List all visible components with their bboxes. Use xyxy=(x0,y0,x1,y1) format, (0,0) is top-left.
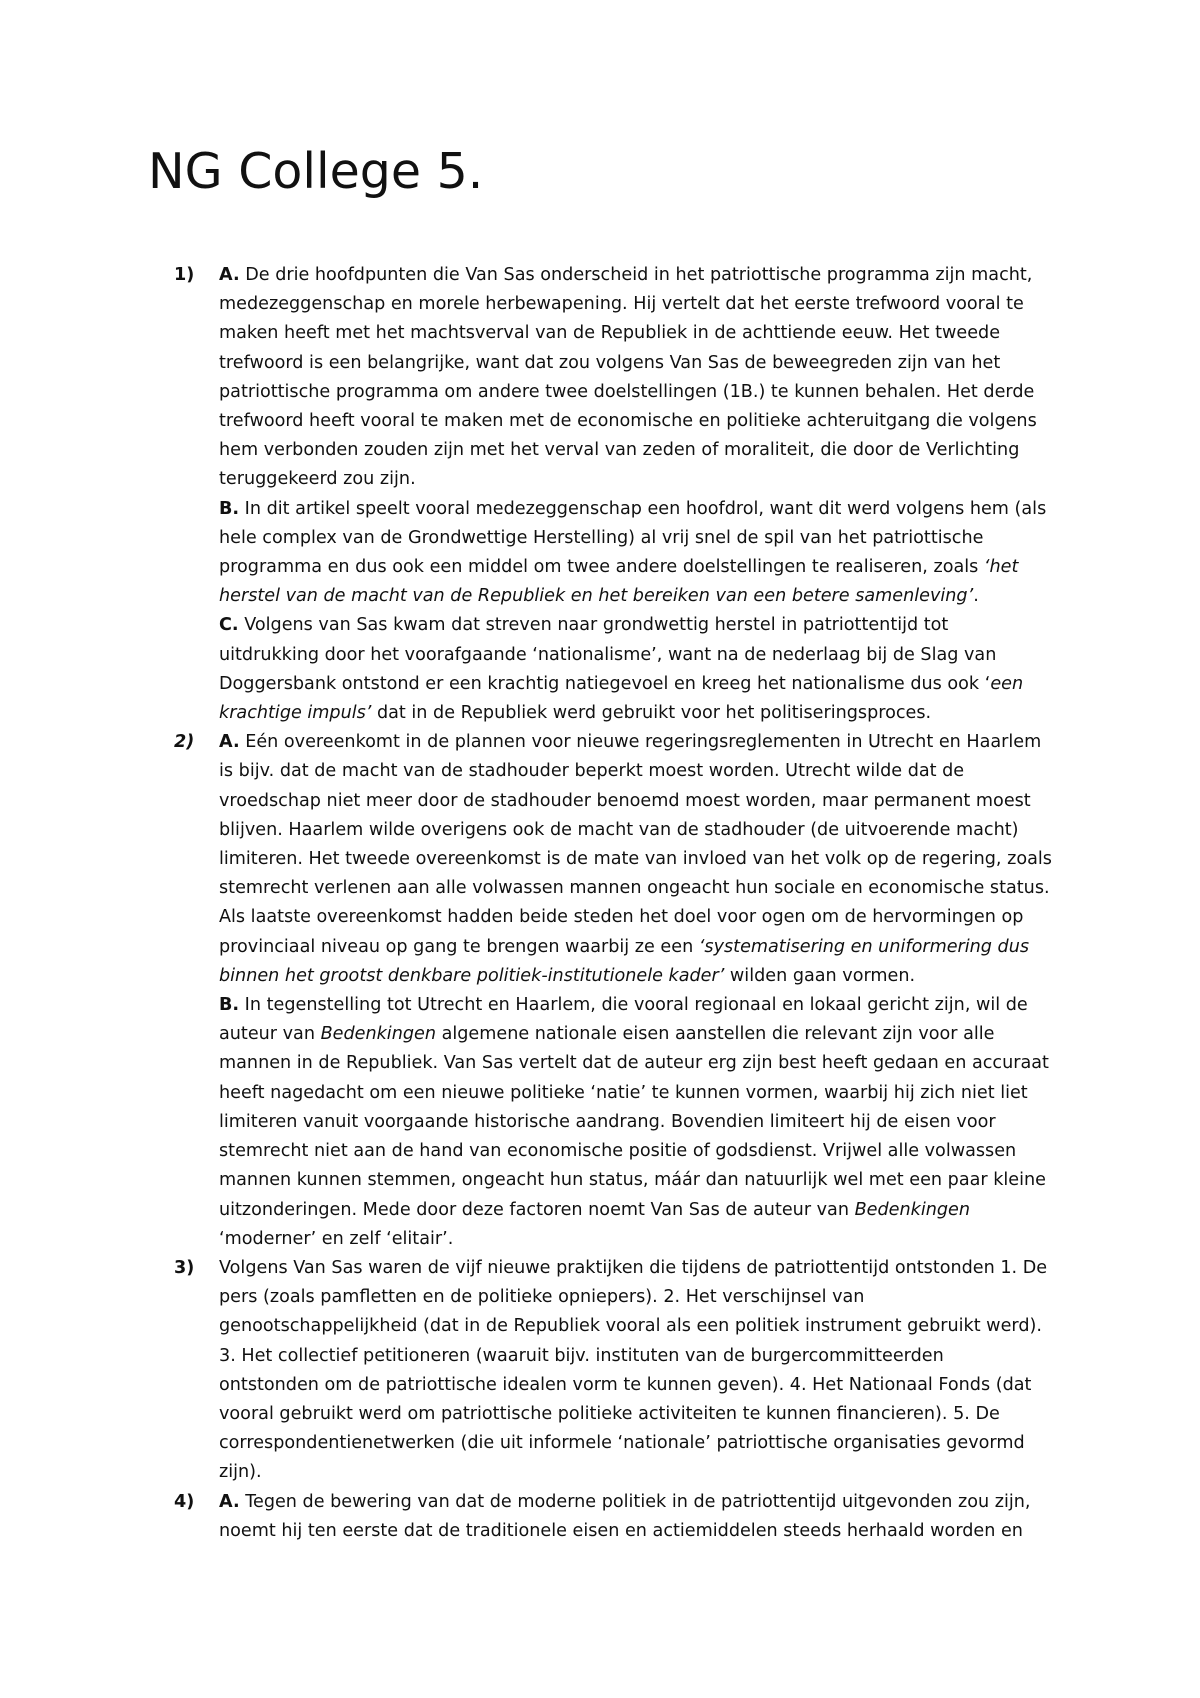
text-line xyxy=(219,1283,1074,1312)
text-line xyxy=(219,845,1074,874)
italic-text: binnen het grootst denkbare politiek-institutionele kader’ xyxy=(219,965,725,986)
text-line xyxy=(219,1166,1074,1195)
text-line xyxy=(219,903,1074,932)
text-run: Als laatste overeenkomst hadden beide steden het doel voor ogen om de hervormingen op xyxy=(219,907,1024,928)
answer-paragraph xyxy=(219,728,1074,991)
text-run: limiteren vanuit voorgaande historische aandrang. Bovendien limiteert hij de eisen voor xyxy=(219,1111,996,1132)
text-line xyxy=(219,787,1074,816)
text-run: Tegen de bewering van dat de moderne politiek in de patriottentijd uitgevonden zou zijn, xyxy=(239,1491,1031,1512)
text-run: In dit artikel speelt vooral medezeggenschap een hoofdrol, want dit werd volgens hem (als xyxy=(239,498,1047,519)
italic-text: Bedenkingen xyxy=(854,1199,971,1220)
text-line xyxy=(219,1079,1074,1108)
list-item xyxy=(174,261,1074,728)
page-title: NG College 5. xyxy=(148,143,484,200)
text-line xyxy=(219,290,1074,319)
text-run: auteur van xyxy=(219,1024,321,1045)
answer-paragraph xyxy=(219,1254,1074,1488)
text-line xyxy=(219,1049,1074,1078)
text-run: heeft nagedacht om een nieuwe politieke ‘natie’ te kunnen vormen, waarbij hij zich niet liet xyxy=(219,1082,1028,1103)
text-line xyxy=(219,933,1074,962)
text-line xyxy=(219,699,1074,728)
text-line xyxy=(219,1371,1074,1400)
text-run: algemene nationale eisen aanstellen die relevant zijn voor alle xyxy=(436,1024,995,1045)
text-run: vooral gebruikt werd om patriottische politieke activiteiten te kunnen financieren). 5. De xyxy=(219,1403,1000,1424)
text-run: is bijv. dat de macht van de stadhouder beperkt moest worden. Utrecht wilde dat de xyxy=(219,761,965,782)
text-line xyxy=(219,1517,1074,1546)
item-number: 1) xyxy=(174,265,195,285)
text-line xyxy=(219,1400,1074,1429)
text-run: genootschappelijkheid (dat in de Republiek vooral als een politiek instrument gebruikt werd). xyxy=(219,1316,1042,1337)
text-run: mannen in de Republiek. Van Sas vertelt dat de auteur erg zijn best heeft gedaan en accuraat xyxy=(219,1053,1049,1074)
text-line xyxy=(219,1312,1074,1341)
item-number: 3) xyxy=(174,1257,195,1278)
list-item xyxy=(174,1488,1074,1546)
text-line xyxy=(219,1137,1074,1166)
text-run: stemrecht niet aan de hand van economische positie of godsdienst. Vrijwel alle volwassen xyxy=(219,1141,1017,1162)
text-run: De drie hoofdpunten die Van Sas onderscheid in het patriottische programma zijn macht, xyxy=(239,265,1033,285)
text-run: hele complex van de Grondwettige Herstelling) al vrij snel de spil van het patriottische xyxy=(219,527,984,548)
text-line xyxy=(219,524,1074,553)
text-line xyxy=(219,495,1074,524)
italic-text: krachtige impuls’ xyxy=(219,703,372,724)
text-line xyxy=(219,465,1074,494)
text-line xyxy=(219,641,1074,670)
text-line xyxy=(219,1429,1074,1458)
numbered-list xyxy=(174,261,1074,1546)
item-number: 4) xyxy=(174,1491,195,1512)
text-run: provinciaal niveau op gang te brengen waarbij ze een xyxy=(219,936,699,957)
text-line xyxy=(219,816,1074,845)
answer-paragraph xyxy=(219,991,1074,1254)
text-run: pers (zoals pamfletten en de politieke opniepers). 2. Het verschijnsel van xyxy=(219,1287,865,1308)
italic-text: een xyxy=(990,673,1024,694)
text-line xyxy=(219,436,1074,465)
text-run: Volgens Van Sas waren de vijf nieuwe praktijken die tijdens de patriottentijd ontstonden 1. De xyxy=(219,1257,1048,1278)
text-run: limiteren. Het tweede overeenkomst is de mate van invloed van het volk op de regering, zoals xyxy=(219,849,1052,870)
text-run: trefwoord is een belangrijke, want dat zou volgens Van Sas de beweegreden zijn van het xyxy=(219,352,1001,373)
text-line xyxy=(219,582,1074,611)
text-line xyxy=(219,407,1074,436)
answer-paragraph xyxy=(219,495,1074,612)
text-line xyxy=(219,874,1074,903)
text-line xyxy=(219,1225,1074,1254)
text-run: Doggersbank ontstond er een krachtig natiegevoel en kreeg het nationalisme dus ook ‘ xyxy=(219,673,991,694)
text-run: In tegenstelling tot Utrecht en Haarlem, die vooral regionaal en lokaal gericht zijn, wil de xyxy=(239,995,1028,1016)
text-run: uitzonderingen. Mede door deze factoren noemt Van Sas de auteur van xyxy=(219,1199,855,1220)
text-line xyxy=(219,319,1074,348)
sub-label: B. xyxy=(219,995,240,1016)
text-run: noemt hij ten eerste dat de traditionele eisen en actiemiddelen steeds herhaald worden en xyxy=(219,1520,1023,1541)
text-run: Volgens van Sas kwam dat streven naar grondwettig herstel in patriottentijd tot xyxy=(238,615,949,636)
sub-label: A. xyxy=(219,265,240,285)
text-run: blijven. Haarlem wilde overigens ook de macht van de stadhouder (de uitvoerende macht) xyxy=(219,819,1019,840)
sub-label: C. xyxy=(219,615,239,636)
text-run: 3. Het collectief petitioneren (waaruit bijv. instituten van de burgercommitteerden xyxy=(219,1345,944,1366)
text-run: programma en dus ook een middel om twee andere doelstellingen te realiseren, zoals xyxy=(219,557,984,578)
text-run: stemrecht verlenen aan alle volwassen mannen ongeacht hun sociale en economische status. xyxy=(219,878,1050,899)
sub-label: A. xyxy=(219,1491,240,1512)
text-line xyxy=(219,757,1074,786)
text-run: teruggekeerd zou zijn. xyxy=(219,469,416,490)
text-line xyxy=(219,991,1074,1020)
text-line xyxy=(219,611,1074,640)
text-line xyxy=(219,1254,1074,1283)
text-run: ‘moderner’ en zelf ‘elitair’. xyxy=(219,1228,454,1249)
text-run: maken heeft met het machtsverval van de Republiek in de achttiende eeuw. Het tweede xyxy=(219,323,1001,344)
text-run: medezeggenschap en morele herbewapening. Hij vertelt dat het eerste trefwoord vooral te xyxy=(219,294,1024,315)
text-run: vroedschap niet meer door de stadhouder benoemd moest worden, maar permanent moest xyxy=(219,790,1031,811)
text-line xyxy=(219,1020,1074,1049)
sub-label: A. xyxy=(219,732,240,753)
sub-label: B. xyxy=(219,498,240,519)
text-line xyxy=(219,349,1074,378)
text-line xyxy=(219,728,1074,757)
text-line xyxy=(219,1458,1074,1487)
item-number: 2) xyxy=(174,732,195,753)
text-line xyxy=(219,1108,1074,1137)
text-run: correspondentienetwerken (die uit informele ‘nationale’ patriottische organisaties gevormd xyxy=(219,1433,1025,1454)
text-run: ontstonden om de patriottische idealen vorm te kunnen geven). 4. Het Nationaal Fonds (dat xyxy=(219,1374,1032,1395)
list-item xyxy=(174,728,1074,1254)
text-run: mannen kunnen stemmen, ongeacht hun status, máár dan natuurlijk wel met een paar kleine xyxy=(219,1170,1046,1191)
text-run: wilden gaan vormen. xyxy=(724,965,916,986)
text-run: hem verbonden zouden zijn met het verval van zeden of moraliteit, die door de Verlichting xyxy=(219,440,1020,461)
text-line xyxy=(219,1342,1074,1371)
text-run: Eén overeenkomt in de plannen voor nieuwe regeringsreglementen in Utrecht en Haarlem xyxy=(239,732,1042,753)
answer-paragraph xyxy=(219,611,1074,728)
text-run: zijn). xyxy=(219,1462,262,1483)
text-line xyxy=(219,962,1074,991)
italic-text: herstel van de macht van de Republiek en het bereiken van een betere samenleving’ xyxy=(219,586,974,607)
text-run: trefwoord heeft vooral te maken met de economische en politieke achteruitgang die volgens xyxy=(219,411,1037,432)
text-line xyxy=(219,261,1074,290)
answer-paragraph xyxy=(219,261,1074,495)
text-line xyxy=(219,378,1074,407)
text-line xyxy=(219,1488,1074,1517)
text-line xyxy=(219,670,1074,699)
text-run: uitdrukking door het voorafgaande ‘nationalisme’, want na de nederlaag bij de Slag van xyxy=(219,644,997,665)
italic-text: ‘het xyxy=(983,557,1019,578)
text-run: . xyxy=(973,586,979,607)
list-item xyxy=(174,1254,1074,1488)
text-run: patriottische programma om andere twee doelstellingen (1B.) te kunnen behalen. Het derde xyxy=(219,381,1035,402)
italic-text: Bedenkingen xyxy=(320,1024,436,1045)
text-line xyxy=(219,553,1074,582)
italic-text: ‘systematisering en uniformering dus xyxy=(698,936,1030,957)
answer-paragraph xyxy=(219,1488,1074,1546)
text-line xyxy=(219,1196,1074,1225)
text-run: dat in de Republiek werd gebruikt voor het politiseringsproces. xyxy=(371,703,932,724)
